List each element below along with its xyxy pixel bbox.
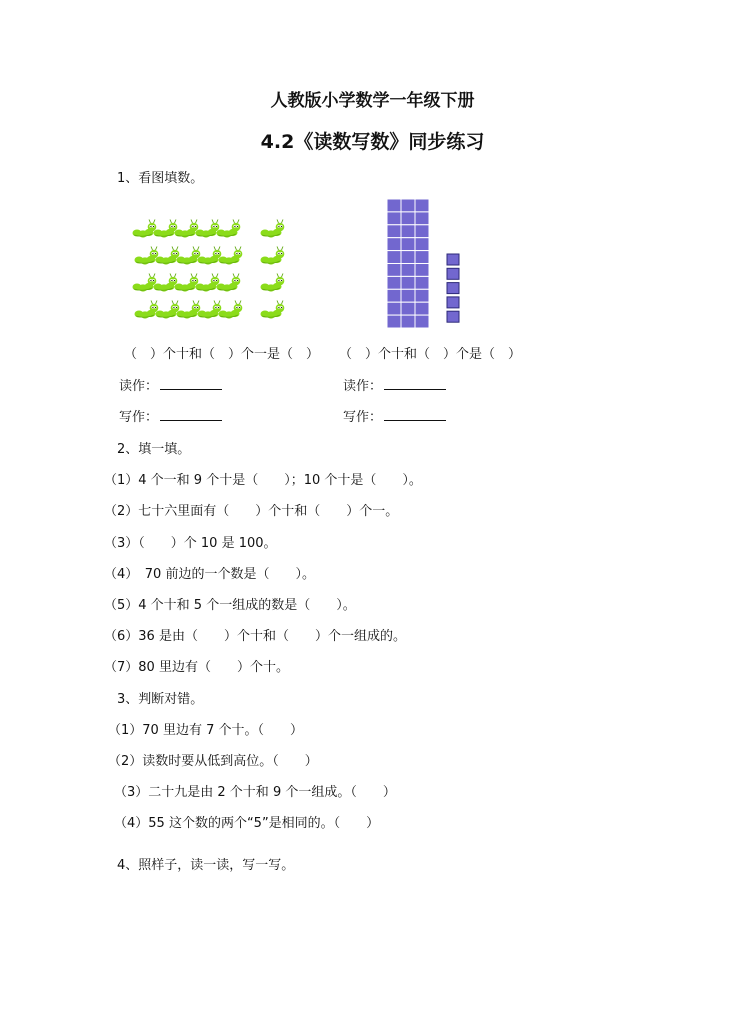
caterpillar-icon [177, 247, 201, 265]
right-read-row [343, 375, 446, 394]
left-read-label: 读作： [119, 379, 159, 394]
left-read-answer-line[interactable] [160, 377, 222, 390]
page-subtitle: 4.2《读数写数》同步练习 [260, 131, 485, 153]
caterpillar-icon [154, 274, 178, 292]
ten-rod-cell [401, 302, 415, 315]
right-write-label: 写作： [343, 410, 383, 425]
ten-rod-cell [401, 212, 415, 225]
caterpillar-icon [261, 220, 285, 238]
left-fill-sentence: （ ）个十和（ ）个一是（ ） [124, 347, 320, 362]
caterpillar-icon [133, 220, 157, 238]
right-read-label: 读作： [343, 379, 383, 394]
right-write-row [343, 406, 446, 425]
section1-heading: 1、看图填数。 [117, 171, 204, 186]
ten-rod-cell [387, 212, 401, 225]
caterpillar-icon [154, 220, 178, 238]
ten-rod-cell [401, 276, 415, 289]
section3-item: （2）读数时要从低到高位。（ ） [108, 754, 318, 769]
ten-rod-cell [387, 315, 401, 328]
caterpillar-icon [177, 301, 201, 319]
caterpillar-icon [198, 301, 222, 319]
caterpillar-icon [261, 301, 285, 319]
section3-item: （1）70 里边有 7 个十。（ ） [108, 723, 303, 738]
caterpillar-icon [219, 247, 243, 265]
caterpillar-icon [135, 247, 159, 265]
ten-rod-cell [387, 225, 401, 238]
section2-item: （4） 70 前边的一个数是（ ）。 [104, 567, 315, 582]
caterpillar-picture [128, 212, 288, 330]
left-write-label: 写作： [119, 410, 159, 425]
caterpillar-icon [261, 274, 285, 292]
ten-rod-cell [387, 251, 401, 264]
ten-rod-cell [415, 264, 429, 277]
ten-rod-cell [415, 276, 429, 289]
unit-cube [447, 254, 459, 265]
section2-item: （2）七十六里面有（ ）个十和（ ）个一。 [104, 504, 399, 519]
left-read-row [119, 375, 222, 394]
ten-rod-cell [401, 264, 415, 277]
caterpillar-icon [175, 274, 199, 292]
ten-rod-cell [387, 238, 401, 251]
unit-cube [447, 311, 459, 322]
page-title: 人教版小学数学一年级下册 [270, 91, 475, 111]
section2-item: （3）（ ）个 10 是 100。 [104, 536, 277, 551]
ten-rod-cell [387, 302, 401, 315]
section3-item: （3）二十九是由 2 个十和 9 个一组成。（ ） [114, 785, 396, 800]
caterpillar-icon [198, 247, 222, 265]
ten-rod-cell [415, 199, 429, 212]
section2-item: （1）4 个一和 9 个十是（ ）；10 个十是（ ）。 [104, 473, 422, 488]
ten-rod-cell [415, 251, 429, 264]
caterpillar-icon [217, 274, 241, 292]
ten-rod-cell [401, 315, 415, 328]
right-write-answer-line[interactable] [384, 408, 446, 421]
ten-rod-cell [415, 238, 429, 251]
ten-rod-cell [415, 315, 429, 328]
caterpillar-icon [156, 247, 180, 265]
section3-item: （4）55 这个数的两个“5”是相同的。（ ） [114, 816, 380, 831]
ten-rod-cell [387, 276, 401, 289]
section2-item: （7）80 里边有（ ）个十。 [104, 660, 289, 675]
section3-heading: 3、判断对错。 [117, 692, 204, 707]
ten-rod-cell [401, 251, 415, 264]
section2-item: （6）36 是由（ ）个十和（ ）个一组成的。 [104, 629, 406, 644]
ten-rod-cell [401, 289, 415, 302]
ten-rod-cell [415, 212, 429, 225]
caterpillar-icon [217, 220, 241, 238]
unit-cube [447, 297, 459, 308]
unit-cube [447, 268, 459, 279]
caterpillar-icon [135, 301, 159, 319]
caterpillar-icon [261, 247, 285, 265]
ten-rod-cell [387, 289, 401, 302]
ten-rod-cell [401, 225, 415, 238]
ten-rod-cell [415, 289, 429, 302]
unit-cube [447, 283, 459, 294]
ten-rod-cell [401, 199, 415, 212]
left-write-answer-line[interactable] [160, 408, 222, 421]
section2-item: （5）4 个十和 5 个一组成的数是（ ）。 [104, 598, 356, 613]
section4-heading: 4、照样子，读一读，写一写。 [117, 858, 295, 873]
left-write-row [119, 406, 222, 425]
section2-heading: 2、填一填。 [117, 442, 191, 457]
caterpillar-icon [156, 301, 180, 319]
ten-rod-cell [415, 225, 429, 238]
caterpillar-icon [219, 301, 243, 319]
caterpillar-icon [133, 274, 157, 292]
base-ten-blocks [386, 198, 466, 328]
ten-rod-cell [415, 302, 429, 315]
caterpillar-icon [196, 274, 220, 292]
ten-rod-cell [387, 264, 401, 277]
caterpillar-icon [175, 220, 199, 238]
caterpillar-icon [196, 220, 220, 238]
right-fill-sentence: （ ）个十和（ ）个是（ ） [339, 347, 522, 362]
ten-rod-cell [387, 199, 401, 212]
right-read-answer-line[interactable] [384, 377, 446, 390]
ten-rod-cell [401, 238, 415, 251]
